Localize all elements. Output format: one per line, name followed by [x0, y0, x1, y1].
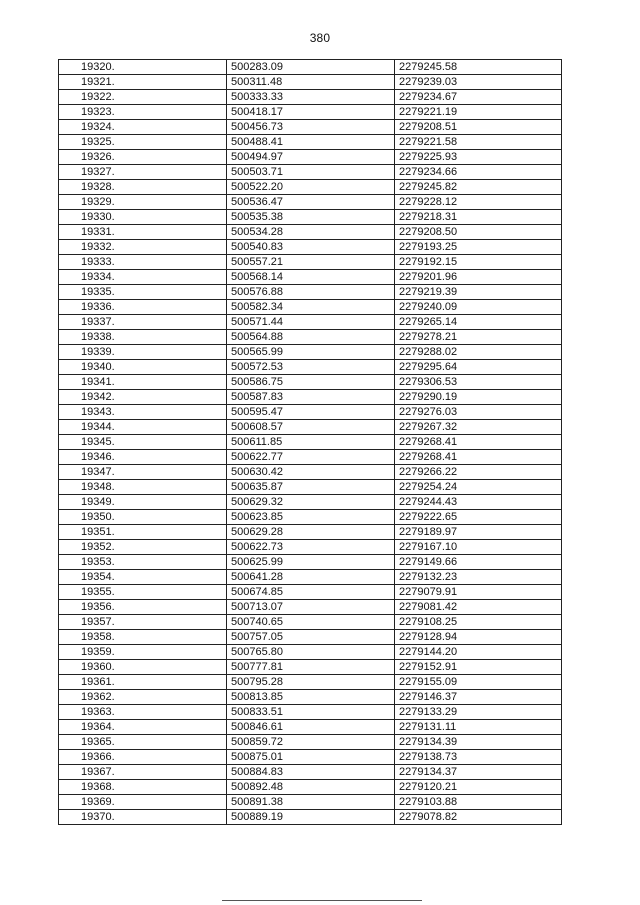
point-number-cell: 19352.	[59, 540, 227, 555]
easting-cell: 500534.28	[227, 225, 395, 240]
table-row	[59, 750, 562, 765]
point-number-cell: 19335.	[59, 285, 227, 300]
point-number-cell: 19324.	[59, 120, 227, 135]
point-number-cell: 19326.	[59, 150, 227, 165]
northing-cell: 2279134.37	[395, 765, 562, 780]
table-row	[59, 480, 562, 495]
table-row	[59, 540, 562, 555]
table-row	[59, 240, 562, 255]
table-row	[59, 105, 562, 120]
northing-cell: 2279306.53	[395, 375, 562, 390]
table-row	[59, 165, 562, 180]
point-number-cell: 19370.	[59, 810, 227, 825]
easting-cell: 500576.88	[227, 285, 395, 300]
northing-cell: 2279192.15	[395, 255, 562, 270]
easting-cell: 500629.28	[227, 525, 395, 540]
table-row	[59, 390, 562, 405]
point-number-cell: 19320.	[59, 60, 227, 75]
point-number-cell: 19342.	[59, 390, 227, 405]
easting-cell: 500557.21	[227, 255, 395, 270]
point-number-cell: 19365.	[59, 735, 227, 750]
northing-cell: 2279144.20	[395, 645, 562, 660]
table-row	[59, 315, 562, 330]
point-number-cell: 19347.	[59, 465, 227, 480]
easting-cell: 500572.53	[227, 360, 395, 375]
table-row	[59, 60, 562, 75]
easting-cell: 500582.34	[227, 300, 395, 315]
easting-cell: 500565.99	[227, 345, 395, 360]
table-row	[59, 285, 562, 300]
point-number-cell: 19350.	[59, 510, 227, 525]
table-row	[59, 180, 562, 195]
northing-cell: 2279149.66	[395, 555, 562, 570]
easting-cell: 500494.97	[227, 150, 395, 165]
easting-cell: 500713.07	[227, 600, 395, 615]
easting-cell: 500777.81	[227, 660, 395, 675]
table-row	[59, 255, 562, 270]
northing-cell: 2279234.67	[395, 90, 562, 105]
northing-cell: 2279295.64	[395, 360, 562, 375]
point-number-cell: 19344.	[59, 420, 227, 435]
easting-cell: 500625.99	[227, 555, 395, 570]
table-row	[59, 585, 562, 600]
northing-cell: 2279268.41	[395, 435, 562, 450]
table-row	[59, 495, 562, 510]
easting-cell: 500456.73	[227, 120, 395, 135]
easting-cell: 500891.38	[227, 795, 395, 810]
northing-cell: 2279228.12	[395, 195, 562, 210]
point-number-cell: 19336.	[59, 300, 227, 315]
northing-cell: 2279288.02	[395, 345, 562, 360]
northing-cell: 2279208.50	[395, 225, 562, 240]
northing-cell: 2279268.41	[395, 450, 562, 465]
page-number: 380	[309, 31, 331, 45]
point-number-cell: 19349.	[59, 495, 227, 510]
table-row	[59, 675, 562, 690]
point-number-cell: 19363.	[59, 705, 227, 720]
northing-cell: 2279221.58	[395, 135, 562, 150]
table-row	[59, 360, 562, 375]
northing-cell: 2279155.09	[395, 675, 562, 690]
point-number-cell: 19351.	[59, 525, 227, 540]
point-number-cell: 19361.	[59, 675, 227, 690]
easting-cell: 500333.33	[227, 90, 395, 105]
point-number-cell: 19367.	[59, 765, 227, 780]
easting-cell: 500535.38	[227, 210, 395, 225]
northing-cell: 2279254.24	[395, 480, 562, 495]
table-row	[59, 510, 562, 525]
point-number-cell: 19337.	[59, 315, 227, 330]
point-number-cell: 19348.	[59, 480, 227, 495]
northing-cell: 2279290.19	[395, 390, 562, 405]
table-row	[59, 90, 562, 105]
table-row	[59, 600, 562, 615]
easting-cell: 500884.83	[227, 765, 395, 780]
northing-cell: 2279103.88	[395, 795, 562, 810]
point-number-cell: 19356.	[59, 600, 227, 615]
northing-cell: 2279239.03	[395, 75, 562, 90]
northing-cell: 2279134.39	[395, 735, 562, 750]
northing-cell: 2279221.19	[395, 105, 562, 120]
easting-cell: 500629.32	[227, 495, 395, 510]
point-number-cell: 19343.	[59, 405, 227, 420]
table-row	[59, 300, 562, 315]
easting-cell: 500757.05	[227, 630, 395, 645]
table-row	[59, 330, 562, 345]
point-number-cell: 19369.	[59, 795, 227, 810]
northing-cell: 2279240.09	[395, 300, 562, 315]
point-number-cell: 19321.	[59, 75, 227, 90]
table-row	[59, 120, 562, 135]
easting-cell: 500813.85	[227, 690, 395, 705]
table-row	[59, 195, 562, 210]
point-number-cell: 19327.	[59, 165, 227, 180]
point-number-cell: 19362.	[59, 690, 227, 705]
table-row	[59, 375, 562, 390]
easting-cell: 500522.20	[227, 180, 395, 195]
table-row	[59, 690, 562, 705]
easting-cell: 500892.48	[227, 780, 395, 795]
easting-cell: 500875.01	[227, 750, 395, 765]
easting-cell: 500571.44	[227, 315, 395, 330]
point-number-cell: 19359.	[59, 645, 227, 660]
point-number-cell: 19339.	[59, 345, 227, 360]
northing-cell: 2279244.43	[395, 495, 562, 510]
table-row	[59, 555, 562, 570]
easting-cell: 500859.72	[227, 735, 395, 750]
easting-cell: 500418.17	[227, 105, 395, 120]
easting-cell: 500536.47	[227, 195, 395, 210]
northing-cell: 2279219.39	[395, 285, 562, 300]
easting-cell: 500595.47	[227, 405, 395, 420]
point-number-cell: 19334.	[59, 270, 227, 285]
northing-cell: 2279278.21	[395, 330, 562, 345]
easting-cell: 500611.85	[227, 435, 395, 450]
northing-cell: 2279265.14	[395, 315, 562, 330]
table-row	[59, 210, 562, 225]
table-row	[59, 780, 562, 795]
easting-cell: 500622.77	[227, 450, 395, 465]
northing-cell: 2279138.73	[395, 750, 562, 765]
point-number-cell: 19353.	[59, 555, 227, 570]
point-number-cell: 19355.	[59, 585, 227, 600]
table-row	[59, 135, 562, 150]
point-number-cell: 19325.	[59, 135, 227, 150]
table-row	[59, 660, 562, 675]
northing-cell: 2279201.96	[395, 270, 562, 285]
table-row	[59, 450, 562, 465]
table-row	[59, 525, 562, 540]
point-number-cell: 19368.	[59, 780, 227, 795]
table-row	[59, 405, 562, 420]
northing-cell: 2279167.10	[395, 540, 562, 555]
point-number-cell: 19366.	[59, 750, 227, 765]
easting-cell: 500635.87	[227, 480, 395, 495]
point-number-cell: 19323.	[59, 105, 227, 120]
table-row	[59, 435, 562, 450]
table-row	[59, 465, 562, 480]
point-number-cell: 19341.	[59, 375, 227, 390]
northing-cell: 2279266.22	[395, 465, 562, 480]
easting-cell: 500846.61	[227, 720, 395, 735]
easting-cell: 500630.42	[227, 465, 395, 480]
point-number-cell: 19333.	[59, 255, 227, 270]
point-number-cell: 19338.	[59, 330, 227, 345]
easting-cell: 500833.51	[227, 705, 395, 720]
point-number-cell: 19331.	[59, 225, 227, 240]
easting-cell: 500283.09	[227, 60, 395, 75]
northing-cell: 2279276.03	[395, 405, 562, 420]
table-row	[59, 720, 562, 735]
easting-cell: 500622.73	[227, 540, 395, 555]
northing-cell: 2279234.66	[395, 165, 562, 180]
point-number-cell: 19360.	[59, 660, 227, 675]
northing-cell: 2279078.82	[395, 810, 562, 825]
table-row	[59, 420, 562, 435]
easting-cell: 500587.83	[227, 390, 395, 405]
northing-cell: 2279133.29	[395, 705, 562, 720]
northing-cell: 2279267.32	[395, 420, 562, 435]
northing-cell: 2279245.82	[395, 180, 562, 195]
northing-cell: 2279218.31	[395, 210, 562, 225]
point-number-cell: 19332.	[59, 240, 227, 255]
table-row	[59, 225, 562, 240]
northing-cell: 2279081.42	[395, 600, 562, 615]
northing-cell: 2279245.58	[395, 60, 562, 75]
easting-cell: 500568.14	[227, 270, 395, 285]
easting-cell: 500641.28	[227, 570, 395, 585]
easting-cell: 500623.85	[227, 510, 395, 525]
table-row	[59, 630, 562, 645]
coordinate-table	[58, 59, 562, 825]
northing-cell: 2279120.21	[395, 780, 562, 795]
northing-cell: 2279128.94	[395, 630, 562, 645]
northing-cell: 2279108.25	[395, 615, 562, 630]
easting-cell: 500795.28	[227, 675, 395, 690]
easting-cell: 500740.65	[227, 615, 395, 630]
easting-cell: 500488.41	[227, 135, 395, 150]
northing-cell: 2279152.91	[395, 660, 562, 675]
table-row	[59, 645, 562, 660]
easting-cell: 500586.75	[227, 375, 395, 390]
point-number-cell: 19364.	[59, 720, 227, 735]
easting-cell: 500311.48	[227, 75, 395, 90]
northing-cell: 2279079.91	[395, 585, 562, 600]
coordinate-table-body	[59, 60, 562, 825]
northing-cell: 2279189.97	[395, 525, 562, 540]
easting-cell: 500540.83	[227, 240, 395, 255]
point-number-cell: 19346.	[59, 450, 227, 465]
point-number-cell: 19330.	[59, 210, 227, 225]
point-number-cell: 19358.	[59, 630, 227, 645]
table-row	[59, 795, 562, 810]
table-row	[59, 150, 562, 165]
table-row	[59, 810, 562, 825]
point-number-cell: 19354.	[59, 570, 227, 585]
point-number-cell: 19322.	[59, 90, 227, 105]
table-row	[59, 735, 562, 750]
northing-cell: 2279225.93	[395, 150, 562, 165]
northing-cell: 2279131.11	[395, 720, 562, 735]
easting-cell: 500765.80	[227, 645, 395, 660]
table-row	[59, 765, 562, 780]
northing-cell: 2279132.23	[395, 570, 562, 585]
point-number-cell: 19357.	[59, 615, 227, 630]
scan-edge-line	[222, 900, 422, 901]
point-number-cell: 19340.	[59, 360, 227, 375]
northing-cell: 2279208.51	[395, 120, 562, 135]
table-row	[59, 615, 562, 630]
table-row	[59, 705, 562, 720]
table-row	[59, 570, 562, 585]
northing-cell: 2279146.37	[395, 690, 562, 705]
point-number-cell: 19328.	[59, 180, 227, 195]
northing-cell: 2279222.65	[395, 510, 562, 525]
easting-cell: 500503.71	[227, 165, 395, 180]
point-number-cell: 19329.	[59, 195, 227, 210]
table-row	[59, 345, 562, 360]
table-row	[59, 270, 562, 285]
northing-cell: 2279193.25	[395, 240, 562, 255]
table-row	[59, 75, 562, 90]
easting-cell: 500674.85	[227, 585, 395, 600]
easting-cell: 500608.57	[227, 420, 395, 435]
easting-cell: 500564.88	[227, 330, 395, 345]
point-number-cell: 19345.	[59, 435, 227, 450]
easting-cell: 500889.19	[227, 810, 395, 825]
